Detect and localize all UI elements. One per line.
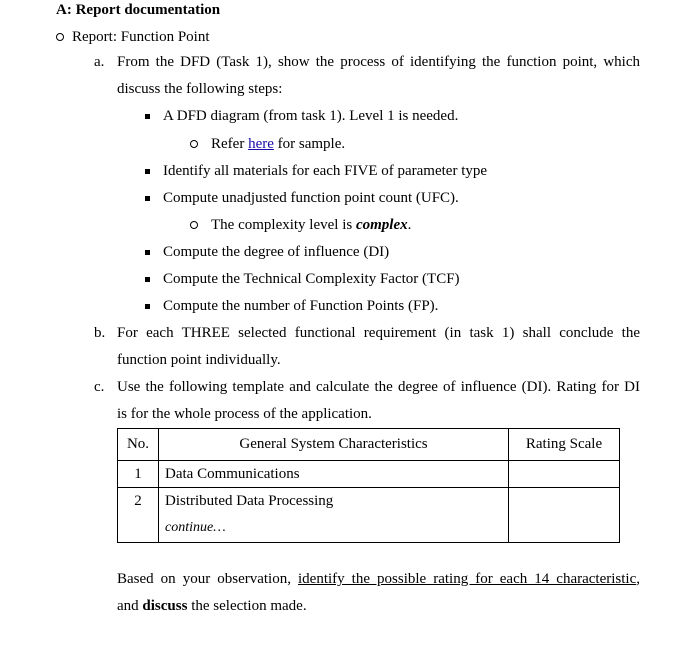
closing-line2-prefix: and xyxy=(117,598,143,614)
closing-line1 xyxy=(117,569,640,589)
hollow-bullet-icon xyxy=(190,140,198,148)
bullet-compute-tcf: Compute the Technical Complexity Factor (TCF) xyxy=(163,271,460,287)
hollow-bullet-icon xyxy=(190,221,198,229)
refer-prefix: Refer xyxy=(211,136,249,152)
bullet-dfd-diagram: A DFD diagram (from task 1). Level 1 is needed. xyxy=(163,108,459,124)
header-rating: Rating Scale xyxy=(509,429,620,461)
item-b-marker: b. xyxy=(94,325,106,341)
closing-prefix: Based on your observation, xyxy=(117,571,298,587)
row-rating-cell[interactable] xyxy=(509,488,620,543)
continue-text: continue… xyxy=(165,520,226,535)
row-characteristic: Data Communications xyxy=(159,461,509,488)
complexity-value: complex xyxy=(355,217,408,233)
square-bullet-icon xyxy=(145,304,150,309)
gsc-table xyxy=(117,428,620,543)
complexity-prefix: The complexity level is xyxy=(211,217,356,233)
row-characteristic: Distributed Data Processing xyxy=(165,493,334,509)
item-b-line1: For each THREE selected functional requirement (in task 1) shall conclude the xyxy=(117,325,640,341)
header-no: No. xyxy=(118,429,159,461)
row-no: 1 xyxy=(118,461,159,488)
row-rating-cell[interactable] xyxy=(509,461,620,488)
closing-bold-word: discuss xyxy=(142,598,188,614)
report-title: Report: Function Point xyxy=(72,29,210,45)
closing-line2-suffix: the selection made. xyxy=(187,598,307,614)
closing-line2 xyxy=(117,596,307,616)
square-bullet-icon xyxy=(145,114,150,119)
bullet-compute-ufc: Compute unadjusted function point count (UFC). xyxy=(163,190,459,206)
bullet-identify-materials: Identify all materials for each FIVE of parameter type xyxy=(163,163,488,179)
item-c-line2: is for the whole process of the application. xyxy=(117,406,372,422)
bullet-compute-di: Compute the degree of influence (DI) xyxy=(163,244,390,260)
closing-comma: , xyxy=(636,571,640,587)
refer-suffix: for sample. xyxy=(273,136,346,152)
here-link[interactable]: here xyxy=(248,136,274,152)
item-a-line1: From the DFD (Task 1), show the process of identifying the function point, which xyxy=(117,54,640,70)
square-bullet-icon xyxy=(145,196,150,201)
bullet-compute-fp: Compute the number of Function Points (FP). xyxy=(163,298,439,314)
square-bullet-icon xyxy=(145,277,150,282)
square-bullet-icon xyxy=(145,250,150,255)
row-characteristic-cell xyxy=(159,488,509,543)
item-a-line2: discuss the following steps: xyxy=(117,81,283,97)
item-a-marker: a. xyxy=(94,54,105,70)
item-c-line1: Use the following template and calculate the degree of influence (DI). Rating for DI xyxy=(117,379,640,395)
table-row xyxy=(118,461,620,488)
table-row xyxy=(118,488,620,543)
refer-line xyxy=(211,134,345,154)
square-bullet-icon xyxy=(145,169,150,174)
hollow-bullet-icon xyxy=(56,33,64,41)
header-characteristic: General System Characteristics xyxy=(159,429,509,461)
item-c-marker: c. xyxy=(94,379,105,395)
table-header-row xyxy=(118,429,620,461)
section-heading: A: Report documentation xyxy=(56,2,221,18)
complexity-suffix: . xyxy=(407,217,412,233)
closing-underlined: identify the possible rating for each 14 characteristic xyxy=(298,571,637,587)
item-b-line2: function point individually. xyxy=(117,352,281,368)
row-no: 2 xyxy=(118,488,159,543)
complexity-line xyxy=(211,215,411,235)
